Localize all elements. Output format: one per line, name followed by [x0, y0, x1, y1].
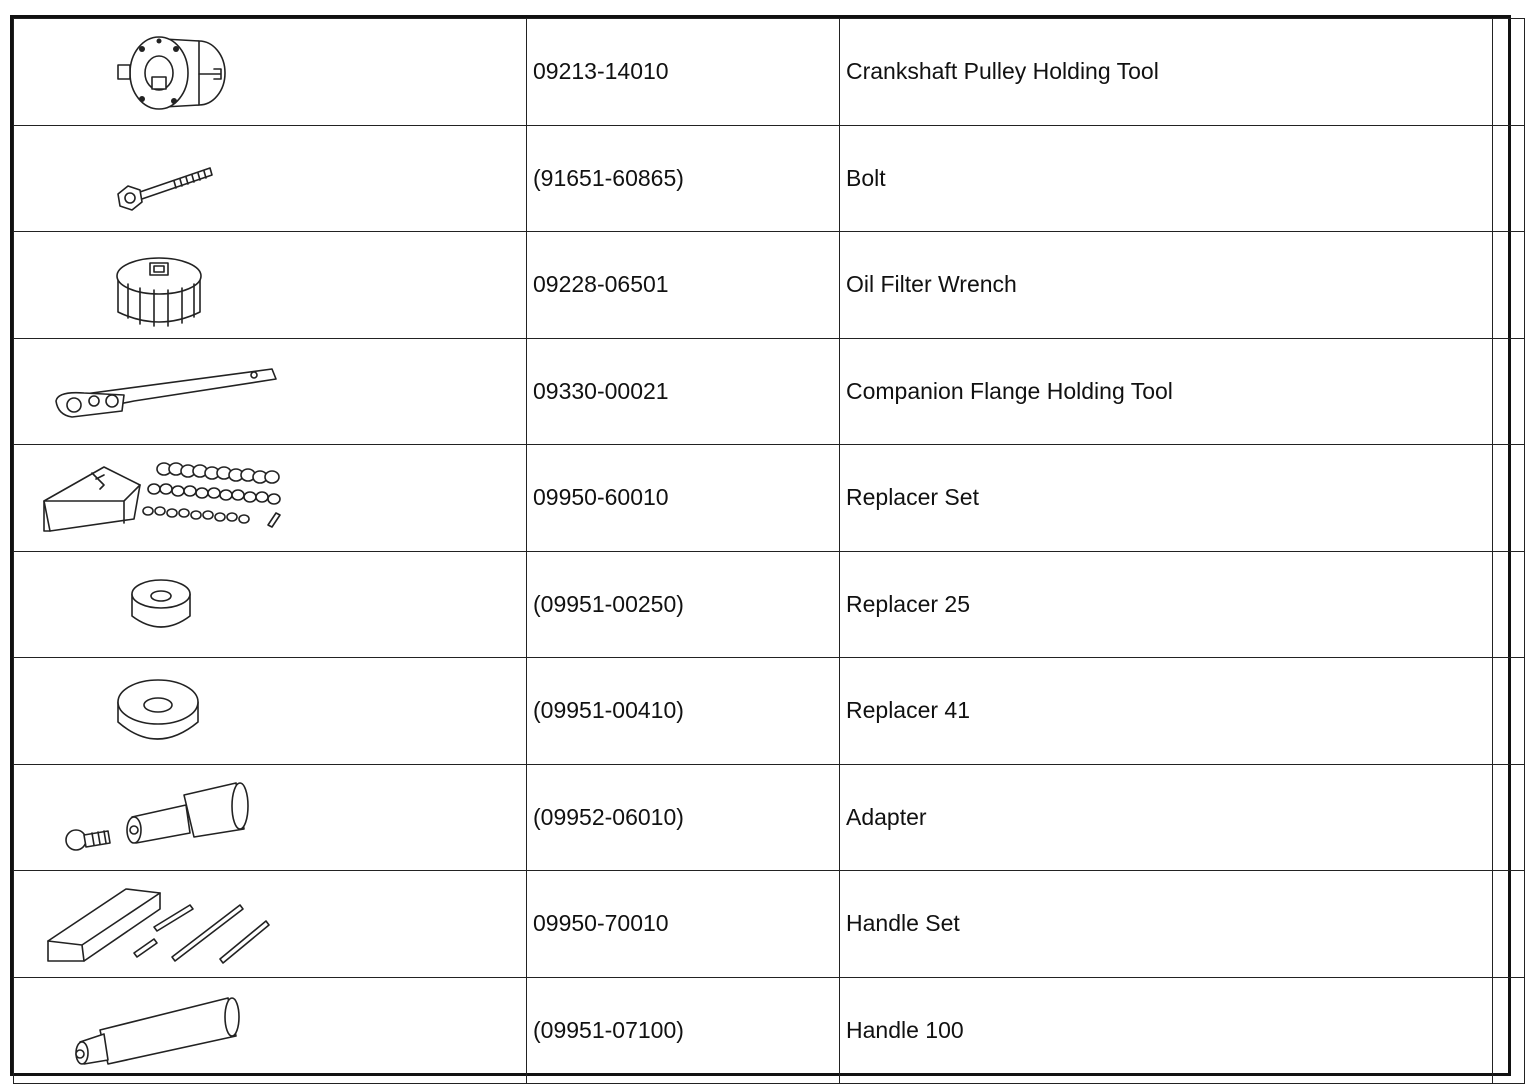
tool-table-frame [10, 15, 1511, 1076]
table-row [14, 19, 1525, 126]
tool-illustration-cell [14, 551, 527, 658]
part-number: 09228-06501 [527, 232, 840, 339]
adapter-icon [14, 765, 526, 870]
handle-set-icon [14, 871, 526, 976]
blank-cell [1493, 445, 1525, 552]
tool-illustration-cell [14, 871, 527, 978]
part-number: (09951-00250) [527, 551, 840, 658]
blank-cell [1493, 764, 1525, 871]
special-service-tools-table [13, 18, 1525, 1084]
tool-name: Replacer 41 [840, 658, 1493, 765]
table-row [14, 658, 1525, 765]
part-number: 09213-14010 [527, 19, 840, 126]
tool-illustration-cell [14, 445, 527, 552]
tool-name: Handle Set [840, 871, 1493, 978]
blank-cell [1493, 551, 1525, 658]
replacer-41-icon [14, 658, 526, 763]
table-row [14, 871, 1525, 978]
pulley-holding-tool-icon [14, 19, 526, 124]
tool-illustration-cell [14, 977, 527, 1084]
tool-name: Bolt [840, 125, 1493, 232]
tool-name: Crankshaft Pulley Holding Tool [840, 19, 1493, 126]
tool-illustration-cell [14, 764, 527, 871]
part-number: 09330-00021 [527, 338, 840, 445]
table-row [14, 232, 1525, 339]
table-row [14, 764, 1525, 871]
table-row [14, 445, 1525, 552]
replacer-25-icon [14, 552, 526, 657]
flange-holding-tool-icon [14, 339, 526, 444]
part-number: 09950-70010 [527, 871, 840, 978]
part-number: (91651-60865) [527, 125, 840, 232]
part-number: (09951-00410) [527, 658, 840, 765]
blank-cell [1493, 125, 1525, 232]
tool-name: Companion Flange Holding Tool [840, 338, 1493, 445]
tool-name: Adapter [840, 764, 1493, 871]
table-row [14, 338, 1525, 445]
tool-illustration-cell [14, 658, 527, 765]
replacer-set-icon [14, 445, 526, 550]
blank-cell [1493, 871, 1525, 978]
blank-cell [1493, 977, 1525, 1084]
part-number: (09951-07100) [527, 977, 840, 1084]
blank-cell [1493, 338, 1525, 445]
blank-cell [1493, 658, 1525, 765]
tool-name: Oil Filter Wrench [840, 232, 1493, 339]
table-row [14, 977, 1525, 1084]
tool-name: Replacer Set [840, 445, 1493, 552]
tool-name: Handle 100 [840, 977, 1493, 1084]
blank-cell [1493, 19, 1525, 126]
blank-cell [1493, 232, 1525, 339]
table-row [14, 125, 1525, 232]
tool-illustration-cell [14, 19, 527, 126]
part-number: 09950-60010 [527, 445, 840, 552]
table-row [14, 551, 1525, 658]
oil-filter-wrench-icon [14, 232, 526, 337]
tool-name: Replacer 25 [840, 551, 1493, 658]
handle-100-icon [14, 978, 526, 1083]
tool-illustration-cell [14, 338, 527, 445]
bolt-icon [14, 126, 526, 231]
part-number: (09952-06010) [527, 764, 840, 871]
tool-illustration-cell [14, 125, 527, 232]
tool-illustration-cell [14, 232, 527, 339]
